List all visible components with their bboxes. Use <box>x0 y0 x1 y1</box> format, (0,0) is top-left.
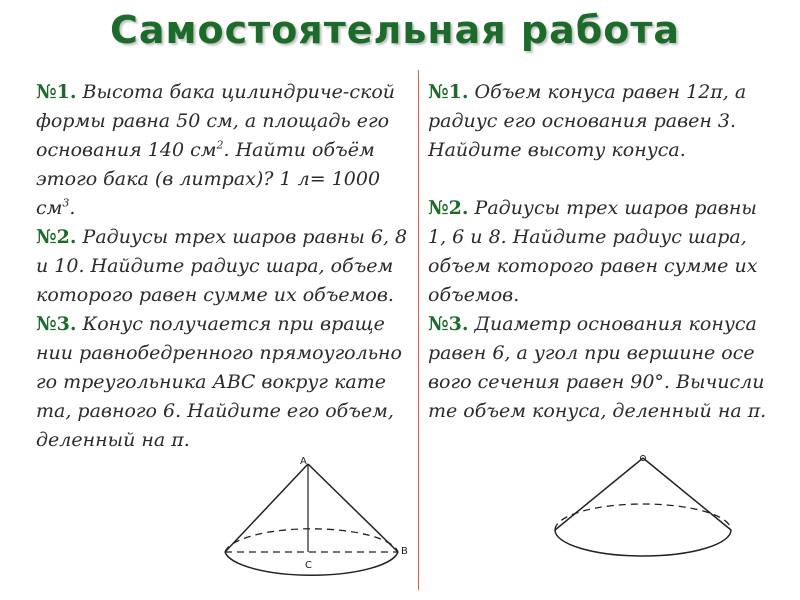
right-column <box>428 78 776 426</box>
right-cone-figure <box>545 446 745 586</box>
cone-base-back <box>225 529 398 552</box>
right-task-3-text: Диаметр основания конуса равен 6, а угол при вершине осе вого сечения равен 90°. Вычисли те объем конуса, деленный на π. <box>428 313 767 422</box>
left-task-1-sup-2: 3 <box>62 196 70 210</box>
cone-slant-right <box>308 464 398 552</box>
cone-slant-left <box>225 464 308 552</box>
left-task-1-sup: 2 <box>216 138 224 152</box>
right-task-3 <box>428 310 776 426</box>
label-c: C <box>305 560 312 571</box>
left-cone-figure <box>215 452 415 592</box>
right-task-2 <box>428 194 776 310</box>
left-task-1-number: №1. <box>36 81 77 103</box>
label-a: A <box>300 456 307 467</box>
right-task-2-number: №2. <box>428 197 469 219</box>
right-task-1 <box>428 78 776 165</box>
page-title: Самостоятельная работа <box>109 8 681 52</box>
cone-slant-right <box>643 458 731 530</box>
right-task-1-text: Объем конуса равен 12π, а радиус его основания равен 3. Найдите высоту конуса. <box>428 81 747 161</box>
left-task-1 <box>36 78 410 223</box>
left-task-3-text: Конус получается при враще нии равнобедренного прямоугольно го треугольника АВС вокруг кате та, равного 6. Найдите его объем, деленный на π. <box>36 313 403 451</box>
right-task-3-number: №3. <box>428 313 469 335</box>
left-task-1-text: Высота бака цилиндриче-ской формы равна 50 см, а площадь его основания 140 см <box>36 81 396 161</box>
right-task-1-number: №1. <box>428 81 469 103</box>
cone-slant-left <box>555 458 643 530</box>
cone-base-front <box>555 530 731 556</box>
left-task-3-number: №3. <box>36 313 77 335</box>
left-task-2-text: Радиусы трех шаров равны 6, 8 и 10. Найдите радиус шара, объем которого равен сумме их объемов. <box>36 226 408 306</box>
left-task-2-number: №2. <box>36 226 77 248</box>
left-task-1-text-2: . Найти объём этого бака (в литрах)? 1 л= 1000 см <box>36 139 381 219</box>
left-column <box>36 78 410 455</box>
left-task-1-text-3: . <box>69 197 76 219</box>
left-task-2 <box>36 223 410 310</box>
right-task-2-text: Радиусы трех шаров равны 1, 6 и 8. Найдите радиус шара, объем которого равен сумме их объемов. <box>428 197 758 306</box>
label-b: B <box>401 546 408 557</box>
column-divider <box>418 70 419 590</box>
spacer <box>428 165 776 194</box>
left-task-3 <box>36 310 410 455</box>
